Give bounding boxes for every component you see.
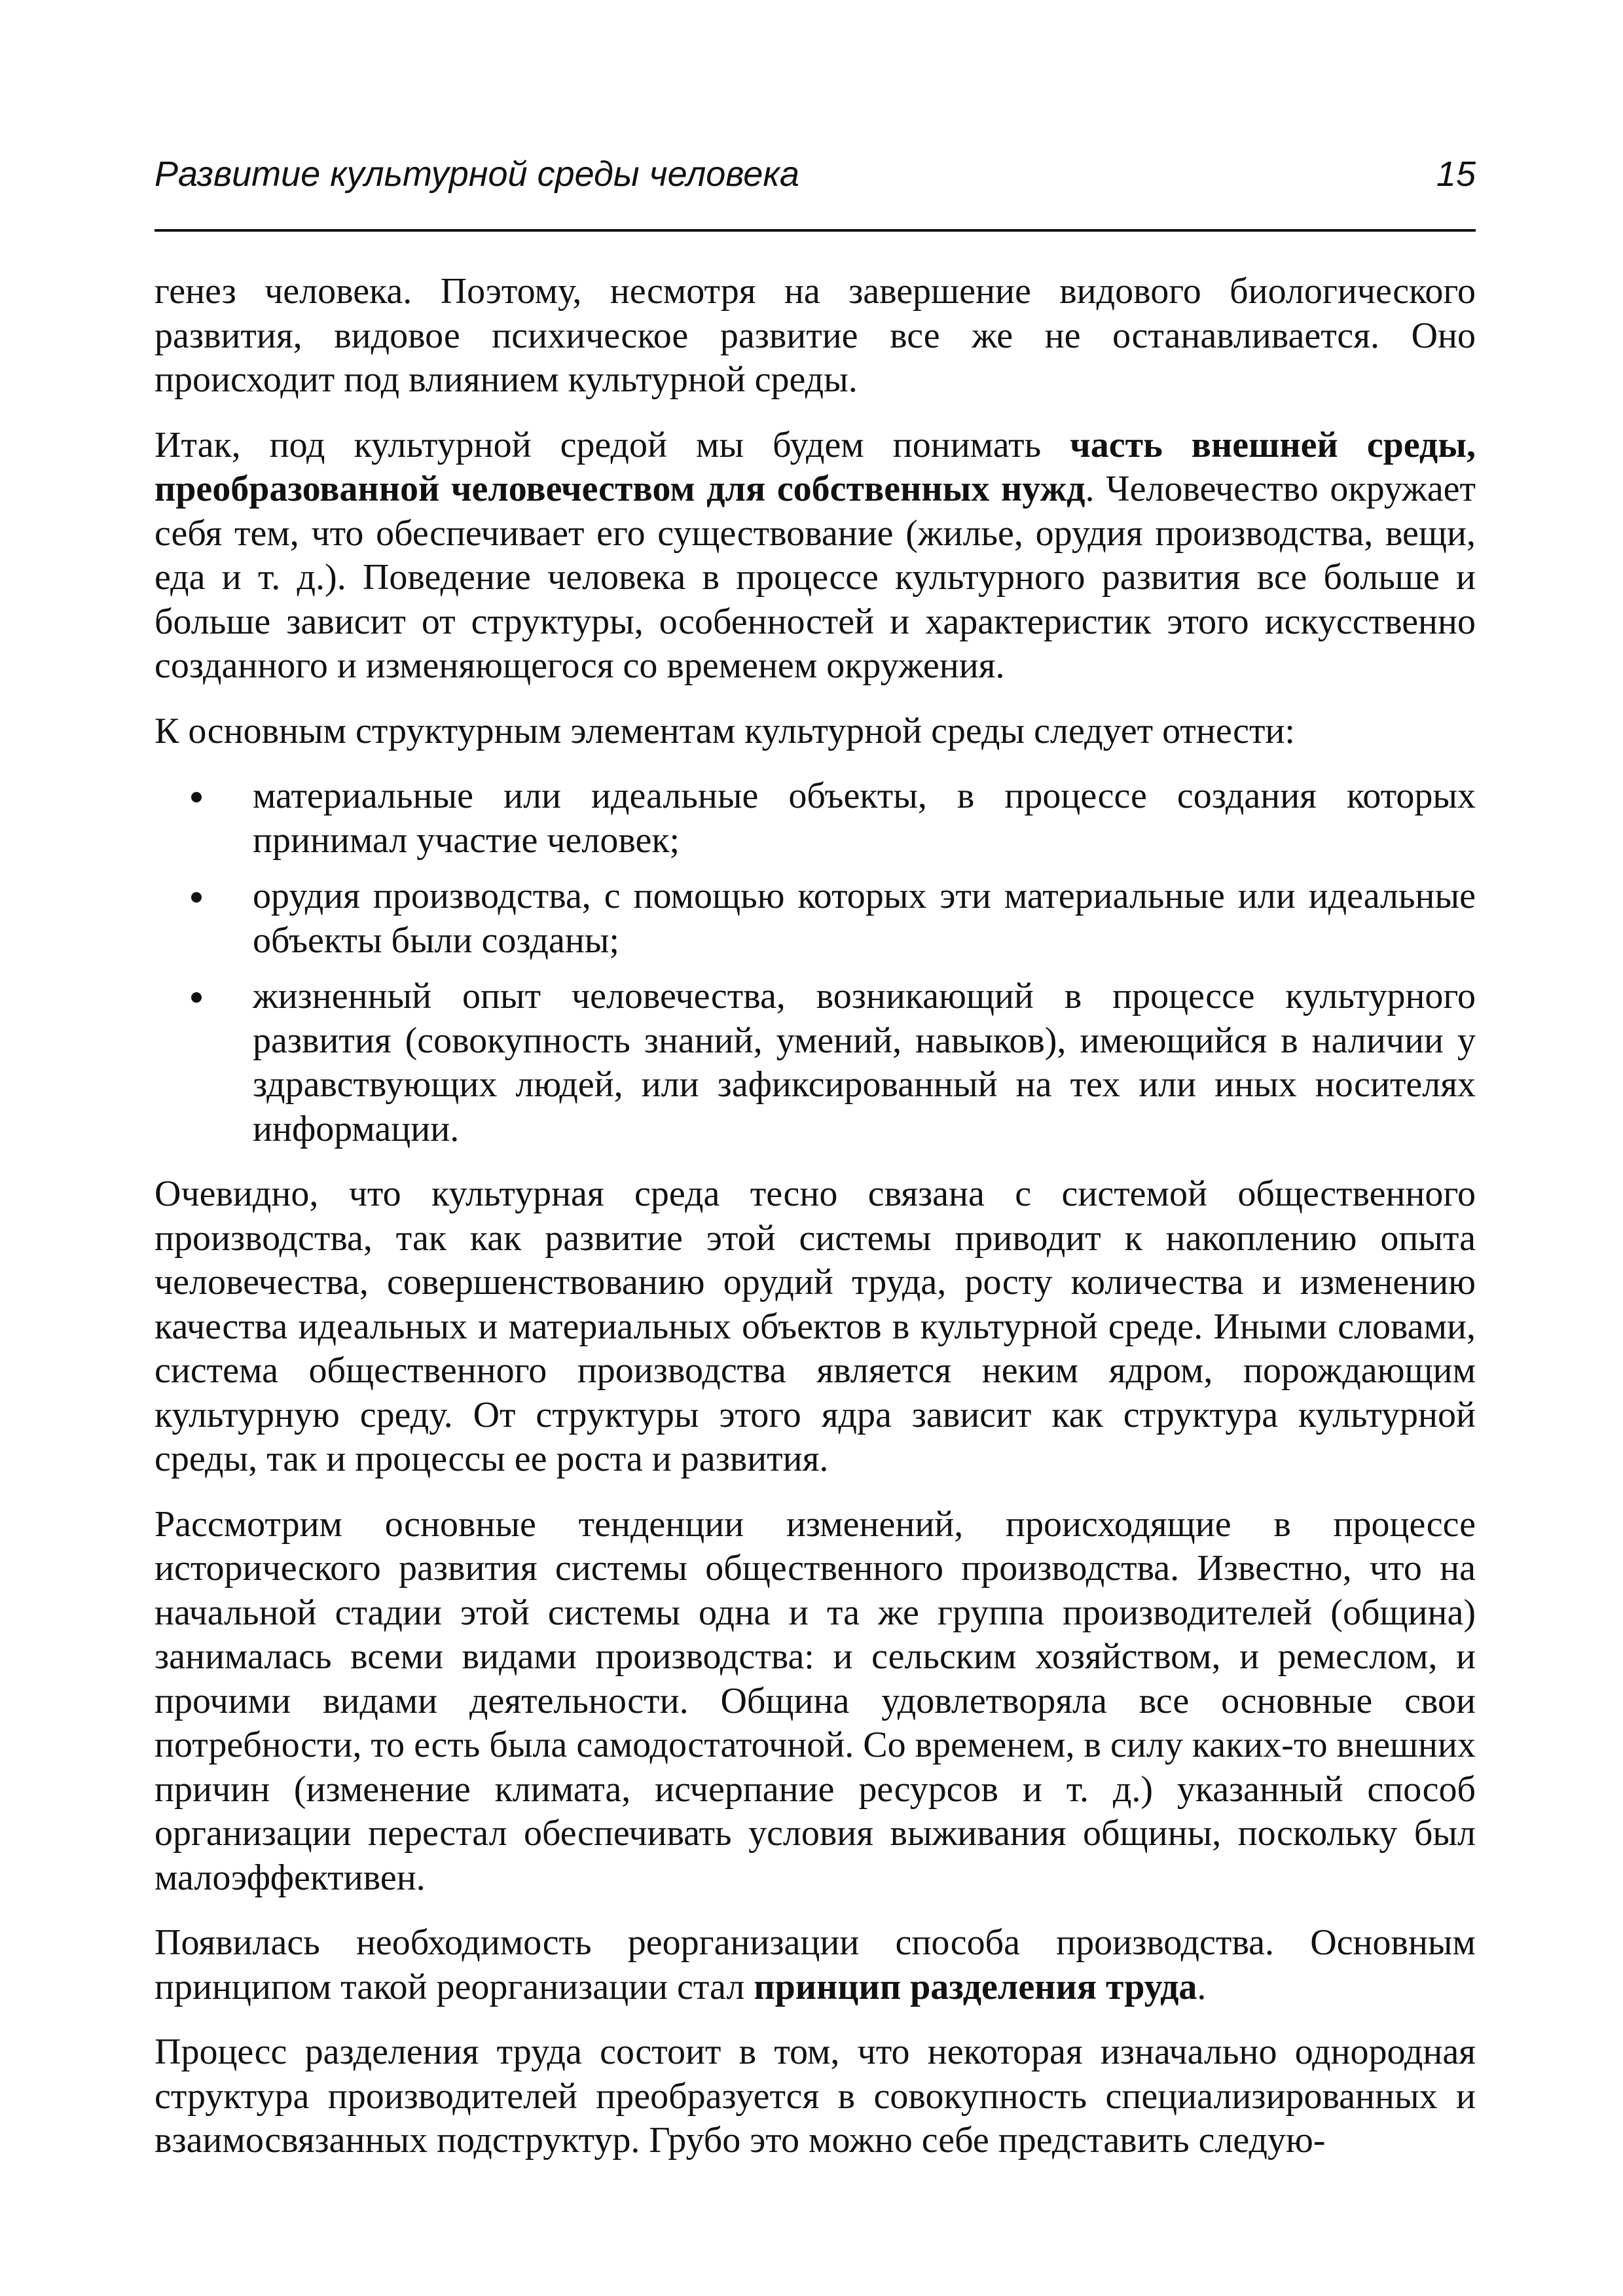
paragraph-6-start: Появилась необходимость реорганизации способа производства. Основным принципом такой реорганизации стал — [155, 1922, 1476, 2007]
paragraph-1: генез человека. Поэтому, несмотря на завершение видового биологического развития, видовое психическое развитие все же не останавливается. Оно происходит под влиянием культурной среды. — [155, 271, 1476, 400]
bullet-icon — [191, 792, 202, 802]
page-number: 15 — [1436, 154, 1476, 194]
list-item-text: материальные или идеальные объекты, в процессе создания которых принимал участие человек; — [253, 776, 1476, 861]
running-title: Развитие культурной среды человека — [155, 154, 799, 194]
header-rule — [155, 229, 1476, 232]
list-item — [155, 874, 1476, 963]
paragraph-2-end: . Человечество окружает себя тем, что обеспечивает его существование (жилье, орудия производства, вещи, еда и т. д.). Поведение человека в процессе культурного развития все больше и больше зависит от структуры, особенностей и характеристик этого искусственно созданного и изменяющегося со временем окружения. — [155, 469, 1476, 686]
bullet-icon — [191, 992, 202, 1003]
paragraph-2 — [155, 423, 1476, 689]
paragraph-2-start: Итак, под культурной средой мы будем понимать — [155, 424, 1070, 465]
paragraph-5: Рассмотрим основные тенденции изменений, происходящие в процессе исторического развития системы общественного производства. Известно, что на начальной стадии этой системы одна и та же группа производителей (община) занималась всеми видами производства: и сельским хозяйством, и ремеслом, и прочими видами деятельности. Община удовлетворяла все основные свои потребности, то есть была самодостаточной. Со временем, в силу каких-то внешних причин (изменение климата, исчерпание ресурсов и т. д.) указанный способ организации перестал обеспечивать условия выживания общины, поскольку был малоэффективен. — [155, 1503, 1476, 1898]
bullet-icon — [191, 892, 202, 903]
list-item — [155, 975, 1476, 1151]
list-item-text: жизненный опыт человечества, возникающий в процессе культурного развития (совокупность знаний, умений, навыков), имеющийся в наличии у здравствующих людей, или зафиксированный на тех или иных носителях информации. — [253, 976, 1476, 1149]
paragraph-6 — [155, 1921, 1476, 2009]
bullet-list — [155, 774, 1476, 1151]
body-text — [155, 270, 1476, 2184]
paragraph-3: К основным структурным элементам культурной среды следует отнести: — [155, 710, 1295, 751]
paragraph-4: Очевидно, что культурная среда тесно связана с системой общественного производства, так как развитие этой системы приводит к накоплению опыта человечества, совершенствованию орудий труда, росту количества и изменению качества идеальных и материальных объектов в культурной среде. Иными словами, система общественного производства является неким ядром, порождающим культурную среду. От структуры этого ядра зависит как структура культурной среды, так и процессы ее роста и развития. — [155, 1174, 1476, 1479]
running-header — [155, 148, 1476, 200]
paragraph-2-bold-term: часть внешней среды, преобразованной человечеством для собственных нужд — [155, 424, 1476, 509]
list-item-text: орудия производства, с помощью которых эти материальные или идеальные объекты были созданы; — [253, 876, 1476, 961]
list-item — [155, 774, 1476, 863]
paragraph-7: Процесс разделения труда состоит в том, что некоторая изначально однородная структура производителей преобразуется в совокупность специализированных и взаимосвязанных подструктур. Грубо это можно себе представить следую- — [155, 2032, 1476, 2161]
paragraph-6-end: . — [1197, 1966, 1207, 2007]
paragraph-6-bold-term: принцип разделения труда — [754, 1966, 1197, 2007]
